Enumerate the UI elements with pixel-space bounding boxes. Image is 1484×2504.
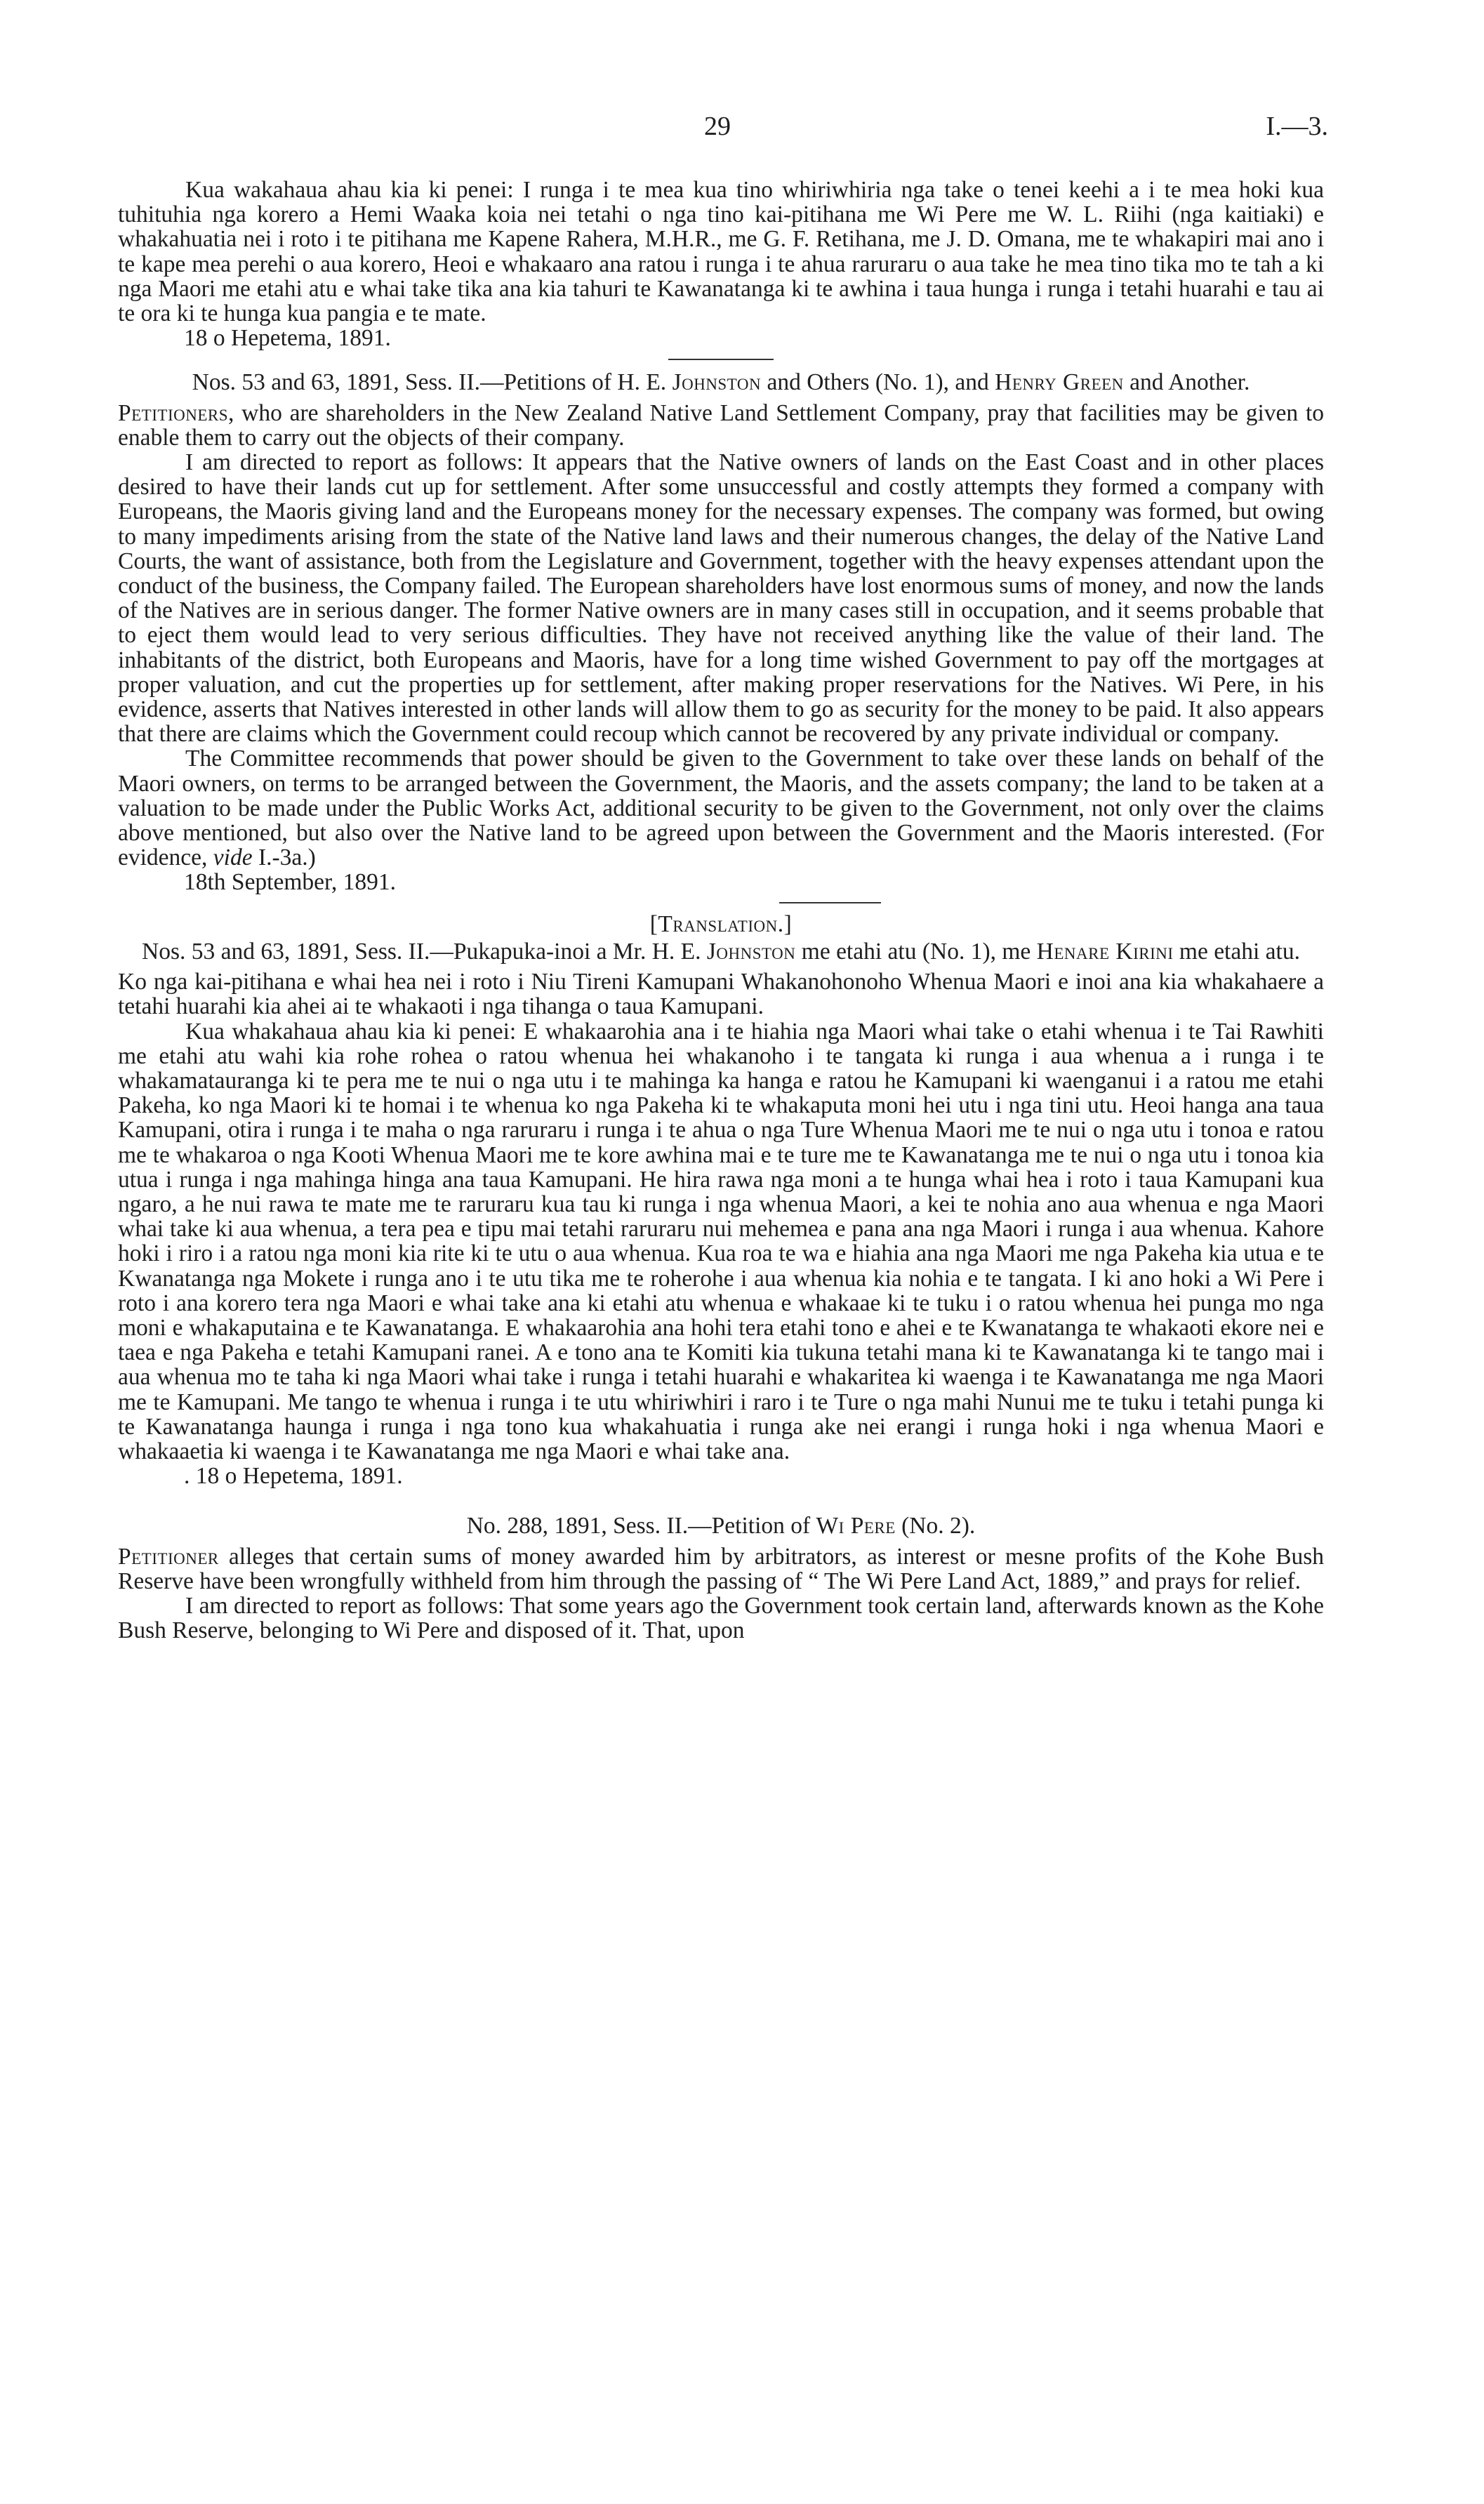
summary-text: , who are shareholders in the New Zealand Native Land Settlement Company, pray that facilities may be given to enable them to carry out the objects of their company.	[118, 399, 1324, 451]
petition-53-63-summary	[118, 401, 1324, 450]
translation-heading	[118, 939, 1324, 964]
heading-mid: and Others (No. 1), and	[761, 369, 995, 396]
maori-report-paragraph: Kua wakahaua ahau kia ki penei: I runga i te mea kua tino whiriwhiria nga take o tenei keehi a i te mea hoki kua tuhituhia nga korero a Hemi Waaka koia nei tetahi o nga tino kai-pitihana me Wi Pere me W. L. Riihi (nga kaitiaki) e whakahuatia nei i roto i te pitihana me Kapene Rahera, M.H.R., me G. F. Retihana, me J. D. Omana, me te whakapiri mai ano i te kape mea perehi o aua korero, Heoi e whakaaro ana ratou i runga i te ahua raruraru o aua take he mea tino tika mo te tah a ki nga Maori me etahi atu e whai take tika ana kia tahuri te Kawanatanga ki te awhina i taua hunga i runga i tetahi huarahi e tau ai te ora ki te hunga kua pangia e te mate.	[118, 177, 1324, 327]
page-header	[0, 111, 1484, 146]
petition-288-report: I am directed to report as follows: That some years ago the Government took certain land, afterwards known as the Kohe Bush Reserve, belonging to Wi Pere and disposed of it. That, upon	[118, 1592, 1324, 1644]
petition-53-63-report: I am directed to report as follows: It appears that the Native owners of lands on the East Coast and in other places desired to have their lands cut up for settlement. After some unsuccessful and costly attempts they formed a company with Europeans, the Maoris giving land and the Europeans money for the necessary expenses. The company was formed, but owing to many impediments arising from the state of the Native land laws and their numerous changes, the delay of the Native Land Courts, the want of assistance, both from the Legislature and Government, together with the heavy expenses attendant upon the conduct of the business, the Company failed. The European shareholders have lost enormous sums of money, and now the lands of the Natives are in serious danger. The former Native owners are in many cases still in occupation, and it seems probable that to eject them would lead to very serious difficulties. They have not received anything like the value of their land. The inhabitants of the district, both Europeans and Maoris, have for a long time wished Government to pay off the mortgages at proper valuation, and cut the properties up for settlement, after making proper reservations for the Natives. Wi Pere, in his evidence, asserts that Natives interested in other lands will allow them to go as security for the money to be paid. It also appears that there are claims which the Government could recoup which cannot be recovered by any private individual or company.	[118, 449, 1324, 748]
translation-summary: Ko nga kai-pitihana e whai hea nei i roto i Niu Tireni Kamupani Whakanohonoho Whenua Maori e inoi ana kia whakahaere a tetahi huarahi kia ahei ai te whakaoti i nga tihanga o taua Kamupani.	[118, 969, 1324, 1020]
heading-name-johnston: Johnston	[706, 938, 796, 965]
heading-name-kirini: Henare Kirini	[1036, 938, 1174, 965]
heading-name-wi-pere: Wi Pere	[816, 1513, 896, 1539]
petition-53-63-heading	[118, 370, 1324, 395]
maori-report-date: 18 o Hepetema, 1891.	[184, 325, 391, 352]
summary-text: alleges that certain sums of money awarded him by arbitrators, as interest or mesne profits of the Kohe Bush Reserve have been wrongfully withheld from him through the passing of “ The Wi Pere Land Act, 1889,” and prays for relief.	[118, 1543, 1324, 1594]
heading-prefix: No. 288, 1891, Sess. II.—Petition of	[466, 1513, 816, 1539]
petitioner-lead: Petitioner	[118, 1543, 219, 1570]
section-divider	[779, 902, 881, 903]
recommendation-end: I.-3a.)	[252, 844, 316, 871]
translation-label: [Translation.]	[649, 910, 793, 937]
petition-53-63-recommendation	[118, 746, 1324, 870]
section-divider	[668, 359, 774, 360]
heading-prefix: Nos. 53 and 63, 1891, Sess. II.—Pukapuka-inoi a Mr. H. E.	[142, 938, 707, 965]
heading-prefix: Nos. 53 and 63, 1891, Sess. II.—Petitions of H. E.	[192, 369, 673, 396]
recommendation-text: The Committee recommends that power should be given to the Government to take over these lands on behalf of the Maori owners, on terms to be arranged between the Government, the Maoris, and the assets company; the land to be taken at a valuation to be made under the Public Works Act, additional security to be given to the Government, not only over the claims above mentioned, but also over the Native land to be agreed upon between the Government and the Maoris interested. (For evidence,	[118, 746, 1324, 871]
vide-word: vide	[213, 844, 253, 871]
heading-suffix: (No. 2).	[895, 1513, 976, 1539]
petition-53-63-date: 18th September, 1891.	[184, 869, 396, 896]
translation-section	[118, 912, 1324, 1489]
heading-name-johnston: Johnston	[672, 369, 762, 396]
petition-53-63-section	[118, 370, 1324, 894]
page-content	[118, 178, 1324, 1643]
petition-288-heading	[118, 1513, 1324, 1538]
translation-report: Kua whakahaua ahau kia ki penei: E whakaarohia ana i te hiahia nga Maori whai take o etahi whenua i te Tai Rawhiti me etahi atu wahi kia rohe rohea o ratou whenua hei whakanoho i te tangata ki runga i aua whenua a i runga i te whakamatauranga ki te pera me te nui o nga utu i te mahinga ka hanga e ratou he Kamupani ki waenganui i a ratou me etahi Pakeha, ko nga Maori ki te homai i te whenua ko nga Pakeha ki te whakaputa moni hei utu i nga tini utu. Heoi hanga ana taua Kamupani, otira i runga i te maha o nga raruraru i runga i te ahua o nga Ture Whenua Maori me te nui o nga utu i tonoa e ratou me te whakaroa o nga Kooti Whenua Maori me te kore awhina mai e te ture me te Kawanatanga me te nui o nga utu i tonoa kia utua i runga i nga mahinga hinga ana taua Kamupani. He hira rawa nga moni a te hunga whai hea i roto i taua Kamupani kua ngaro, a he nui rawa te mate me te raruraru kua tau ki runga i nga whenua Maori, a kei te nohia ano aua whenua e nga Maori whai take ki aua whenua, a tera pea e tipu mai tetahi raruraru nui mehemea e pana ana nga Maori i runga i aua whenua. Kahore hoki i riro i a ratou nga moni kia rite ki te utu o aua whenua. Kua roa te wa e hiahia ana nga Maori me nga Pakeha kia utua e te Kwanatanga nga Mokete i runga ano i te utu tika me te roherohe i aua whenua kia nohia e te tangata. I ki ano hoki a Wi Pere i roto i ana korero tera nga Maori e whai take ana ki etahi atu whenua e whakaae ki te tuku i o ratou whenua hei punga mo nga moni e whakaputaina e te Kawanatanga. E whakaarohia ana hohi tera etahi tono e ahei e te Kwanatanga te whakaoti ekore nei e taea e nga Pakeha e tetahi Kamupani ranei. A e tono ana te Komiti kia tukuna tetahi mana ki te Kawanatanga ki te tango mai i aua whenua mo te taha ki nga Maori whai take i runga i tetahi huarahi e whakaritea ki waenga i te Kawanatanga me nga Maori me te Kamupani. Me tango te whenua i runga i te utu whiriwhiri i raro i te Ture o nga mahi Nunui me te tuku i tetahi punga ki te Kawanatanga haunga i runga i nga tono kua whakahuatia i runga ake nei erangi i runga hoki i nga whenua Maori e whakaaetia ki waenga i te Kawanatanga me nga Maori e whai take ana.	[118, 1018, 1324, 1464]
heading-suffix: me etahi atu.	[1173, 938, 1300, 965]
petition-288-summary	[118, 1544, 1324, 1594]
page-number: 29	[704, 112, 731, 141]
heading-suffix: and Another.	[1123, 369, 1250, 396]
petitioners-lead: Petitioners	[118, 399, 228, 426]
petition-288-section	[118, 1513, 1324, 1643]
translation-date: . 18 o Hepetema, 1891.	[184, 1463, 403, 1490]
heading-name-green: Henry Green	[995, 369, 1124, 396]
document-code: I.—3.	[1266, 112, 1328, 141]
maori-report-section	[118, 178, 1324, 350]
heading-mid: me etahi atu (No. 1), me	[795, 938, 1037, 965]
